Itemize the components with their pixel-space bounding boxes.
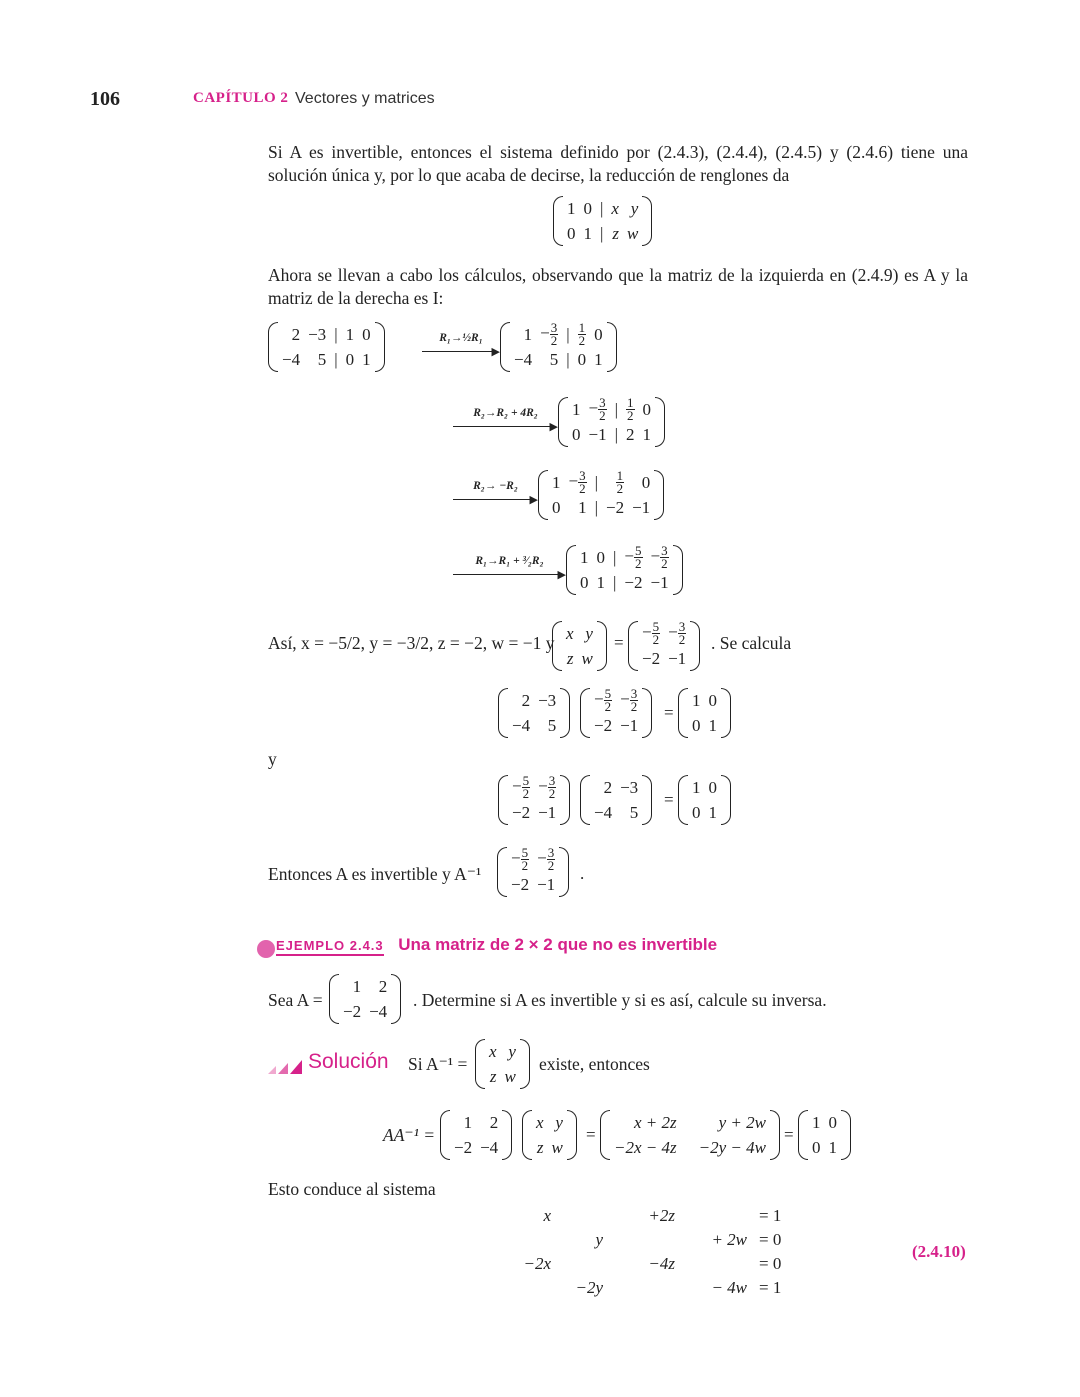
matrix-inverse-values: − $\frac{5}{2}$ − $\frac{3}{2}$ −2 −1 [628,621,700,671]
period: . [580,864,585,883]
equals-sign: = [664,703,674,722]
equals-sign: = [784,1125,794,1144]
aa-inverse-label: AA⁻¹ = [383,1125,436,1145]
matrix-A: 2 −3 −4 5 [498,688,570,738]
row-op-arrow-3: R₂→ −R₂ ▶ [453,478,538,500]
paragraph-intro: Si A es invertible, entonces el sistema definido por (2.4.3), (2.4.4), (2.4.5) y (2.4.6) tiene una solución única y, por lo que acaba de decirse, la reducción de renglones da [268,142,968,185]
existe-text: existe, entonces [539,1054,650,1074]
matrix-reduced: 1 0 | x y 0 1 | z w [553,196,652,246]
solution-label: Solución [308,1050,389,1073]
se-calcula-text: . Se calcula [711,633,792,653]
matrix-identity: 1 0 0 1 [678,775,731,825]
paragraph-calc: Ahora se llevan a cabo los cálculos, observando que la matriz de la izquierda en (2.4.9) es A y la matriz de la derecha es I: [268,265,968,308]
system-row: −2x −4z = 0 [523,1254,782,1273]
system-row: −2y − 4w = 1 [575,1278,782,1297]
matrix-identity: 1 0 0 1 [798,1110,851,1160]
system-row: x +2z = 1 [543,1206,782,1225]
linear-system [505,1204,815,1300]
solution-si-text: Si A⁻¹ = [408,1054,468,1074]
row-op-arrow-4: R₁→R₁ + ³⁄₂R₂ ▶ [453,553,566,575]
row-op-label: R₁→½R₁ [439,332,483,344]
matrix-identity: 1 0 0 1 [678,688,731,738]
example-tag: EJEMPLO 2.4.3 [276,938,384,956]
matrix-A-inverse: − $\frac{5}{2}$ − $\frac{3}{2}$ −2 −1 [580,688,652,738]
example-title: Una matriz de 2 × 2 que no es invertible [398,935,718,954]
matrix-step-1: 1 − $\frac{3}{2}$ | $\frac{1}{2}$ 0 −4 5 | 0 1 [500,322,617,372]
chapter-title: Vectores y matrices [295,90,435,107]
matrix-A-inverse-result: − $\frac{5}{2}$ − $\frac{3}{2}$ −2 −1 [497,847,569,897]
row-op-label: R₂→ −R₂ [473,480,518,492]
page-number: 106 [90,88,120,110]
matrix-xyzw: x y z w [475,1039,530,1089]
matrix-example-A: 1 2 −2 −4 [329,974,401,1024]
entonces-text: Entonces A es invertible y A⁻¹ [268,864,482,884]
equals-sign: = [614,633,624,652]
esto-text: Esto conduce al sistema [268,1179,436,1199]
equation-number: (2.4.10) [912,1242,966,1261]
row-op-arrow-1: R₁→½R₁ ▶ [422,330,500,352]
solution-triangles-icon [268,1058,302,1072]
example-heading [276,934,717,955]
sea-text: Sea A = [268,990,323,1010]
row-op-label: R₂→R₂ + 4R₂ [473,407,538,419]
matrix-step-2: 1 − $\frac{3}{2}$ | $\frac{1}{2}$ 0 0 −1 | 2 1 [558,397,665,447]
row-op-arrow-2: R₂→R₂ + 4R₂ ▶ [453,405,558,427]
matrix-step-3: 1 − $\frac{3}{2}$ | $\frac{1}{2}$ 0 0 1 | −2 −1 [538,470,664,520]
asi-text: Así, x = −5/2, y = −3/2, z = −2, w = −1 y [268,633,555,653]
matrix-xyzw: x y z w [522,1110,577,1160]
y-connector: y [268,749,277,769]
matrix-A: 2 −3 −4 5 [580,775,652,825]
matrix-A-inverse: − $\frac{5}{2}$ − $\frac{3}{2}$ −2 −1 [498,775,570,825]
row-op-label: R₁→R₁ + ³⁄₂R₂ [475,555,544,567]
equals-sign: = [586,1125,596,1144]
example-statement: . Determine si A es invertible y si es así, calcule su inversa. [413,990,827,1010]
chapter-label: CAPÍTULO 2 [193,90,289,106]
matrix-augmented-start: 2 −3 | 1 0 −4 5 | 0 1 [268,322,385,372]
matrix-xyzw: x y z w [552,621,607,671]
system-row: y + 2w = 0 [595,1230,782,1249]
matrix-product-expression: x + 2z y + 2w −2x − 4z −2y − 4w [600,1110,780,1160]
matrix-example-A: 1 2 −2 −4 [440,1110,512,1160]
matrix-step-4: 1 0 | − $\frac{5}{2}$ − $\frac{3}{2}$ 0 1 | −2 −1 [566,545,683,595]
example-bullet-icon [257,940,275,958]
equals-sign: = [664,790,674,809]
